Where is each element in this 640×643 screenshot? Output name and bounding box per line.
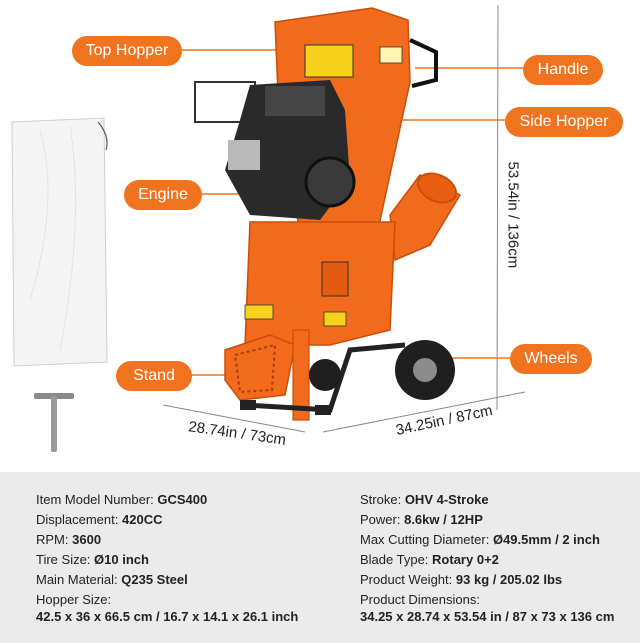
- callout-wheels: Wheels: [510, 344, 592, 374]
- dimension-height: 53.54in / 136cm: [504, 161, 522, 269]
- callout-engine: Engine: [124, 180, 202, 210]
- spec-dimensions-value: 34.25 x 28.74 x 53.54 in / 87 x 73 x 136 cm: [360, 609, 615, 624]
- dimension-width: 28.74in / 73cm: [187, 418, 288, 449]
- spec-model: Item Model Number: GCS400: [36, 492, 208, 507]
- spec-dimensions-label: Product Dimensions:: [360, 592, 480, 607]
- spec-rpm: RPM: 3600: [36, 532, 102, 547]
- callout-stand: Stand: [116, 361, 192, 391]
- side-hopper-icon: [390, 168, 461, 260]
- spec-material: Main Material: Q235 Steel: [36, 572, 188, 587]
- spec-power: Power: 8.6kw / 12HP: [360, 512, 483, 527]
- spec-displacement: Displacement: 420CC: [36, 512, 163, 527]
- engine-icon: [195, 80, 354, 220]
- spec-blade-type: Blade Type: Rotary 0+2: [360, 552, 499, 567]
- spec-panel: [0, 472, 640, 643]
- spec-cutting-diameter: Max Cutting Diameter: Ø49.5mm / 2 inch: [360, 532, 600, 547]
- spec-weight: Product Weight: 93 kg / 205.02 lbs: [360, 572, 563, 587]
- callout-side-hopper: Side Hopper: [505, 107, 623, 137]
- callout-top-hopper: Top Hopper: [72, 36, 182, 66]
- spec-hopper-size-label: Hopper Size:: [36, 592, 112, 607]
- t-wrench-icon: [34, 393, 74, 452]
- collection-bag-icon: [12, 118, 107, 366]
- spec-tire-size: Tire Size: Ø10 inch: [36, 552, 149, 567]
- spec-hopper-size-value: 42.5 x 36 x 66.5 cm / 16.7 x 14.1 x 26.1 inch: [36, 609, 299, 624]
- spec-stroke: Stroke: OHV 4-Stroke: [360, 492, 489, 507]
- callout-handle: Handle: [523, 55, 603, 85]
- dimension-depth: 34.25in / 87cm: [394, 401, 495, 440]
